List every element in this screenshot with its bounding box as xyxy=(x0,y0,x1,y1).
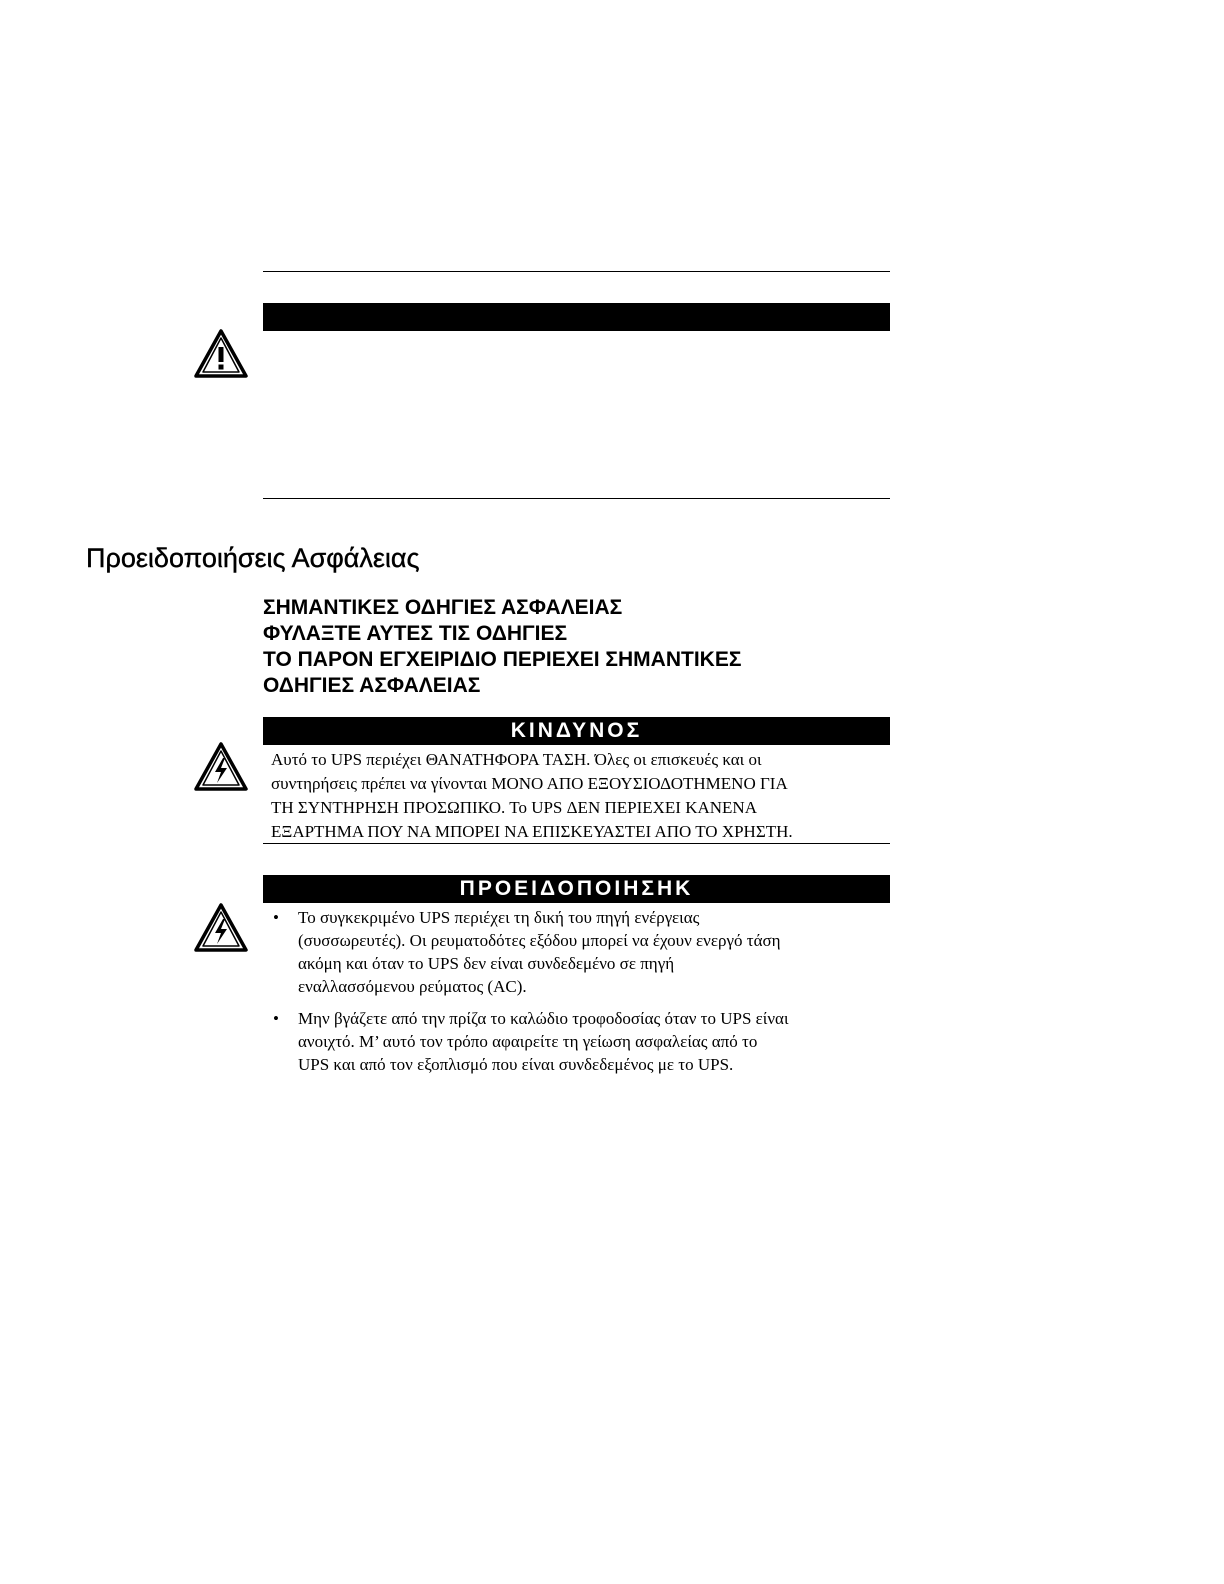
list-item xyxy=(271,906,896,998)
high-voltage-icon xyxy=(193,741,249,793)
top-rule xyxy=(263,271,890,272)
bullet-icon: • xyxy=(273,1009,279,1028)
caution-exclamation-icon xyxy=(193,328,249,380)
important-line: ΣΗΜΑΝΤΙΚΕΣ ΟΔΗΓΙΕΣ ΑΣΦΑΛΕΙΑΣ xyxy=(263,596,623,619)
warning-line: ακόμη και όταν το UPS δεν είναι συνδεδεμένο σε πηγή xyxy=(298,954,675,973)
danger-bottom-rule xyxy=(263,843,890,844)
warning-list xyxy=(271,906,896,1085)
danger-line: ΕΞΑΡΤΗΜΑ ΠΟΥ ΝΑ ΜΠΟΡΕΙ ΝΑ ΕΠΙΣΚΕΥΑΣΤΕΙ ΑΠΟ ΤΟ ΧΡΗΣΤΗ. xyxy=(271,822,793,841)
important-line: ΟΔΗΓΙΕΣ ΑΣΦΑΛΕΙΑΣ xyxy=(263,674,481,697)
danger-line: Αυτό το UPS περιέχει ΘΑΝΑΤΗΦΟΡΑ ΤΑΣΗ. Όλες οι επισκευές και οι xyxy=(271,750,762,769)
danger-line: συντηρήσεις πρέπει να γίνονται ΜΟΝΟ ΑΠΟ ΕΞΟΥΣΙΟΔΟΤΗΜΕΝΟ ΓΙΑ xyxy=(271,774,788,793)
bullet-icon: • xyxy=(273,908,279,927)
danger-text xyxy=(271,748,896,844)
important-instructions xyxy=(263,595,903,699)
warning-line: ανοιχτό. Μ’ αυτό τον τρόπο αφαιρείτε τη γείωση ασφαλείας από το xyxy=(298,1032,758,1051)
warning-line: (συσσωρευτές). Οι ρευματοδότες εξόδου μπορεί να έχουν ενεργό τάση xyxy=(298,931,781,950)
high-voltage-icon xyxy=(193,902,249,954)
warning-line: UPS και από τον εξοπλισμό που είναι συνδεδεμένος με το UPS. xyxy=(298,1055,734,1074)
warning-title: ΠΡΟΕΙΔΟΠΟΙΗΣΗΚ xyxy=(263,875,890,903)
caution-bottom-rule xyxy=(263,498,890,499)
list-item xyxy=(271,1007,896,1076)
warning-line: Το συγκεκριμένο UPS περιέχει τη δική του πηγή ενέργειας xyxy=(298,908,700,927)
danger-title: ΚΙΝΔΥΝΟΣ xyxy=(263,717,890,745)
caution-header-bar xyxy=(263,303,890,331)
warning-line: Μην βγάζετε από την πρίζα το καλώδιο τροφοδοσίας όταν το UPS είναι xyxy=(298,1009,789,1028)
important-line: ΦΥΛΑΞΤΕ ΑΥΤΕΣ ΤΙΣ ΟΔΗΓΙΕΣ xyxy=(263,622,568,645)
danger-line: ΤΗ ΣΥΝΤΗΡΗΣΗ ΠΡΟΣΩΠΙΚΟ. Το UPS ΔΕΝ ΠΕΡΙΕΧΕΙ ΚΑΝΕΝΑ xyxy=(271,798,757,817)
warning-line: εναλλασσόμενου ρεύματος (AC). xyxy=(298,977,527,996)
section-title: Προειδοποιήσεις Ασφάλειας xyxy=(86,543,420,573)
important-line: ΤΟ ΠΑΡΟΝ ΕΓΧΕΙΡΙΔΙΟ ΠΕΡΙΕΧΕΙ ΣΗΜΑΝΤΙΚΕΣ xyxy=(263,648,742,671)
